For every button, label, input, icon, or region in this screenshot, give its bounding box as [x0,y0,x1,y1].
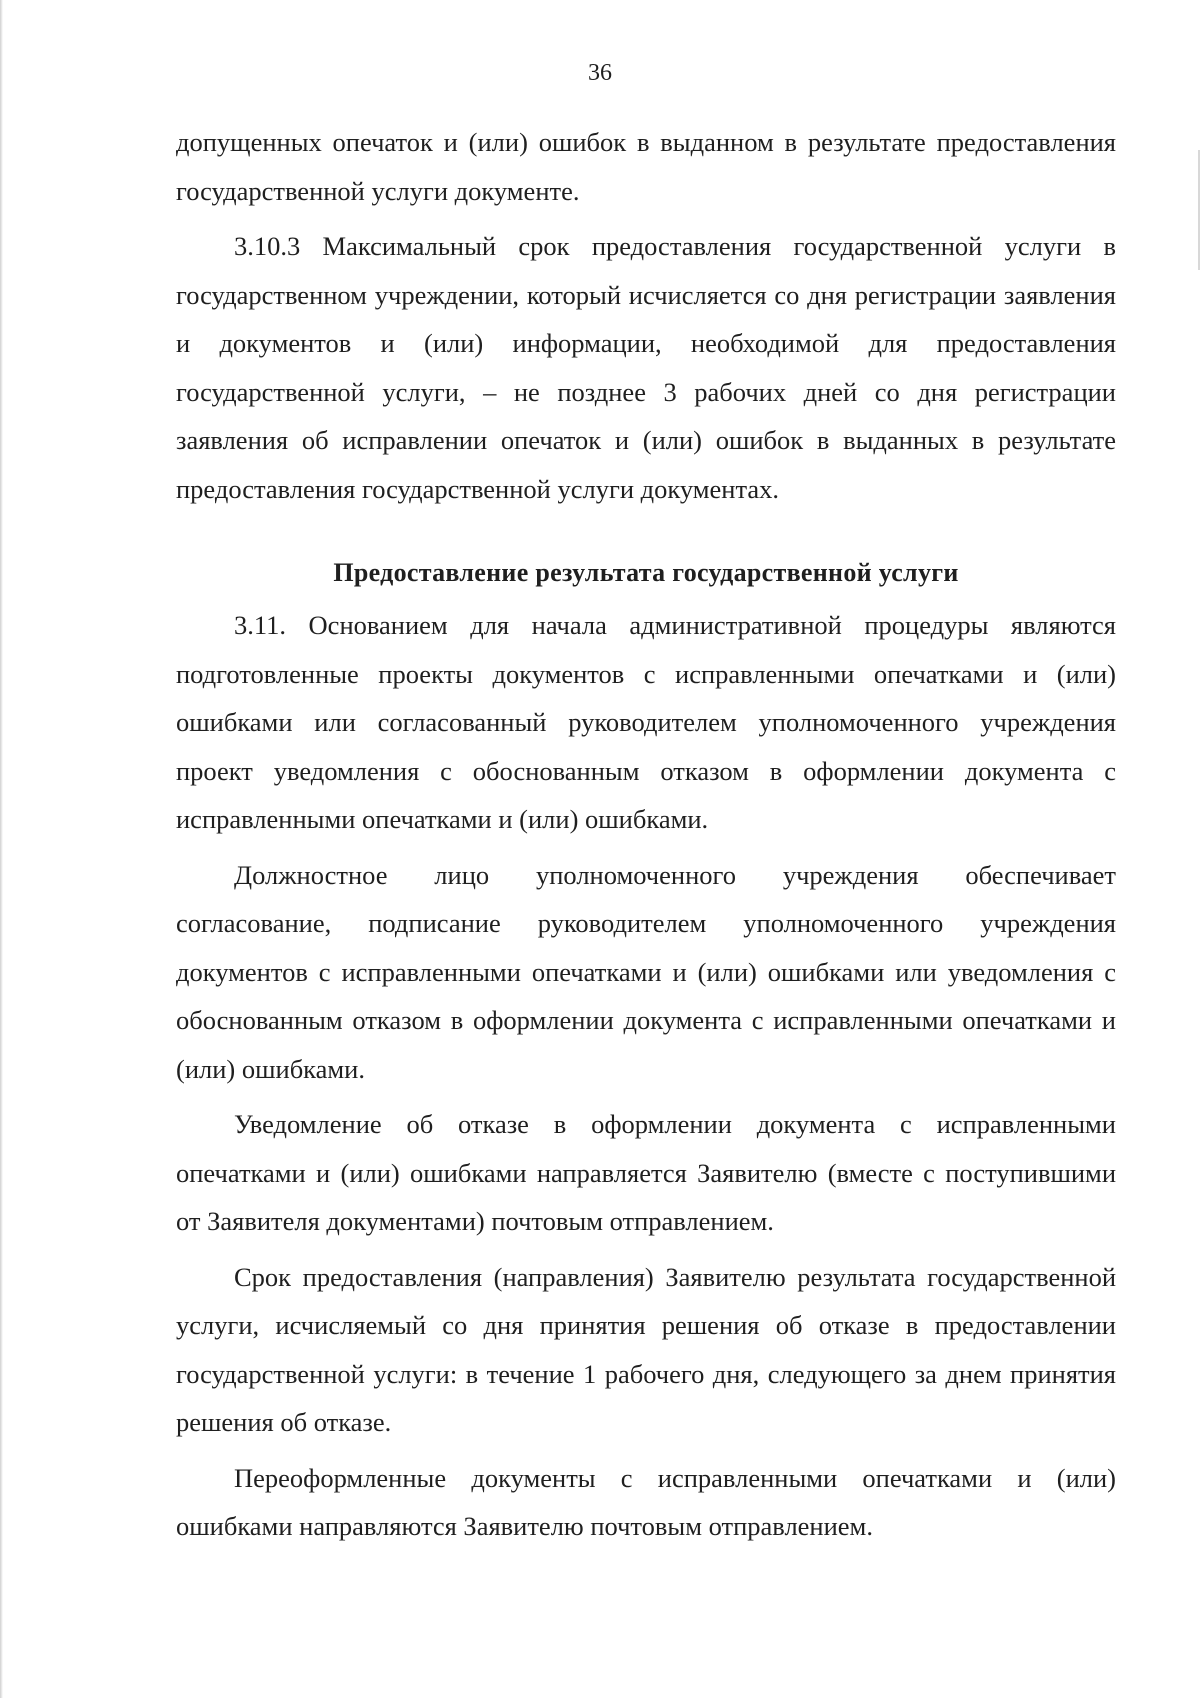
paragraph-continuation: допущенных опечаток и (или) ошибок в выданном в результате предоставления государственной услуги документе. [176,127,1116,206]
section-heading: Предоставление результата государственной услуги [333,558,959,587]
page-number: 36 [588,60,612,86]
paragraph-3-11: 3.11. Основанием для начала административной процедуры являются подготовленные проекты документов с исправленными опечатками и (или) ошибками или согласованный руководителем уполномоченного учреждения проект уведомления с обоснованным отказом в оформлении документа с исправленными опечатками и (или) ошибками. [176,610,1116,834]
document-body [176,118,1116,1551]
paragraph-3-10-3: 3.10.3 Максимальный срок предоставления государственной услуги в государственном учреждении, который исчисляется со дня регистрации заявления и документов и (или) информации, необходимой для предоставления государственной услуги, – не позднее 3 рабочих дней со дня регистрации заявления об исправлении опечаток и (или) ошибок в выданных в результате предоставления государственной услуги документах. [176,231,1116,504]
paragraph-result-deadline: Срок предоставления (направления) Заявителю результата государственной услуги, исчисляемый со дня принятия решения об отказе в предоставлении государственной услуги: в течение 1 рабочего дня, следующего за днем принятия решения об отказе. [176,1261,1116,1437]
paragraph-reissued-documents: Переоформленные документы с исправленными опечатками и (или) ошибками направляются Заявителю почтовым отправлением. [176,1462,1116,1541]
paragraph-official-approval: Должностное лицо уполномоченного учреждения обеспечивает согласование, подписание руководителем уполномоченного учреждения документов с исправленными опечатками и (или) ошибками или уведомления с обоснованным отказом в оформлении документа с исправленными опечатками и (или) ошибками. [176,859,1116,1084]
scan-left-edge [0,0,3,1698]
paragraph-refusal-notice: Уведомление об отказе в оформлении документа с исправленными опечатками и (или) ошибками направляется Заявителю (вместе с поступившими от Заявителя документами) почтовым отправлением. [176,1109,1116,1236]
